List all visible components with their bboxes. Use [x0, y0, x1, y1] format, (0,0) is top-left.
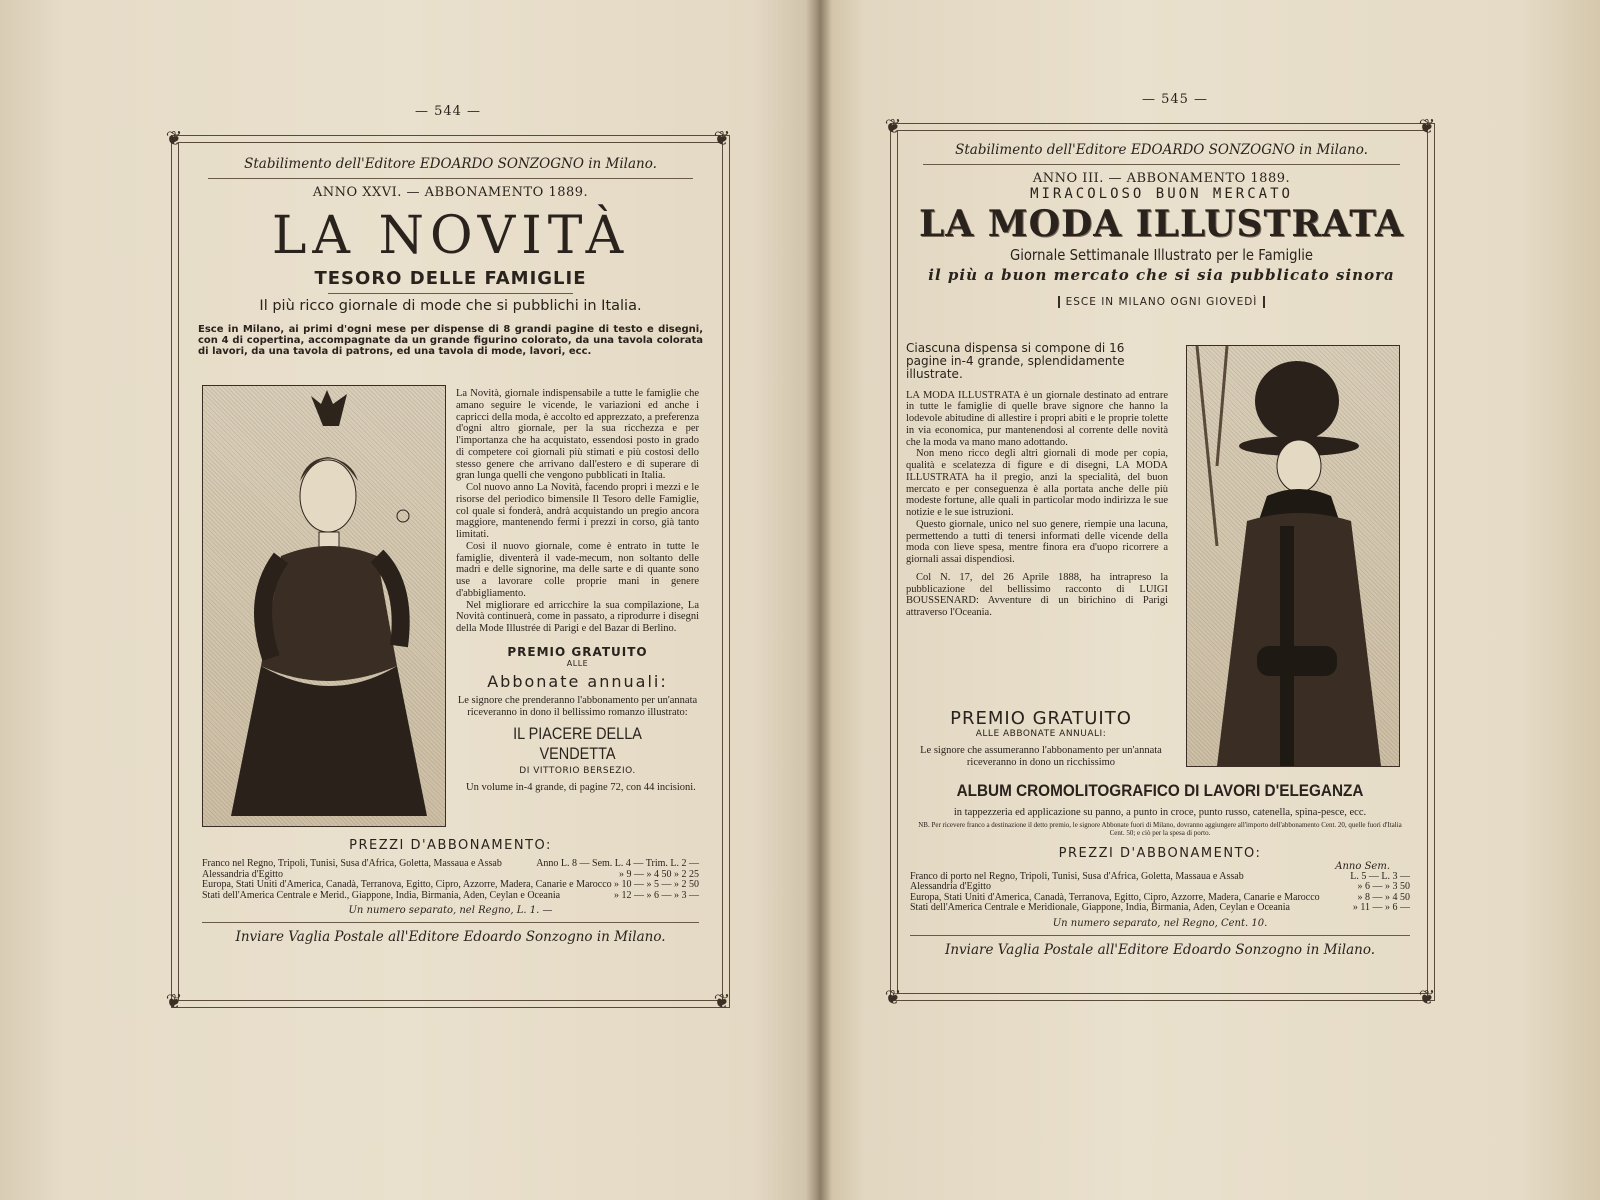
masthead-subtitle: TESORO DELLE FAMIGLIE [314, 268, 587, 289]
body-paragraph: Questo giornale, unico nel suo genere, riempie una lacuna, permettendo a tutti di tenersi informati delle vicende della moda con lieve spesa, mentre finora era d'uopo ricorrere a giornali assai dispendiosi. [906, 518, 1168, 566]
right-page [818, 0, 1600, 1200]
prezzi-title: PREZZI D'ABBONAMENTO: [349, 838, 552, 853]
price-row: Alessandria d'Egitto » 9 — » 4 50 » 2 25 [202, 868, 699, 880]
premio-title: PREMIO GRATUITO [950, 708, 1132, 729]
anno-line: ANNO XXVI. — ABBONAMENTO 1889. [312, 185, 589, 200]
divider [910, 935, 1410, 936]
footer-line: Inviare Vaglia Postale all'Editore Edoardo Sonzogno in Milano. [944, 941, 1376, 958]
premio-text: Le signore che prenderanno l'abbonamento per un'annata riceveranno in dono il bellissimo romanzo illustrato: [457, 694, 698, 718]
premio-abbonate: Abbonate annuali: [487, 671, 668, 691]
publisher-line: Stabilimento dell'Editore EDOARDO SONZOGNO in Milano. [955, 142, 1368, 158]
price-row: Alessandria d'Egitto » 6 — » 3 50 [910, 881, 1410, 893]
prezzi-header: Anno Sem. [1335, 860, 1390, 872]
anno-line: ANNO III. — ABBONAMENTO 1889. [1032, 171, 1291, 186]
dispensa-line: Ciascuna dispensa si compone di 16 pagine in-4 grande, splendidamente illustrate. [906, 341, 1125, 382]
page-number-left: — 544 — [414, 104, 482, 119]
premio-text: Le signore che assumeranno l'abbonamento per un'annata riceveranno in dono un ricchissimo [920, 745, 1162, 768]
body-paragraph: Nel migliorare ed arricchire la sua compilazione, La Novità continuerà, come in passato, a riprodurre i disegni della Mode Illustrée di Parigi e del Bazar di Berlino. [456, 599, 699, 634]
corner-ornament-icon: ❦ [713, 126, 731, 150]
nb-note: NB. Per ricevere franco a destinazione il detto premio, le signore Abbonate fuori di Milano, dovranno aggiungere all'importo dell'abbonamento Cent. 20, quelle fuori d'Italia Cent. 50; e ciò per la spesa di porto. [918, 821, 1402, 838]
body-paragraph: Così il nuovo giornale, come è entrato in tutte le famiglie, diventerà il vade-mecum, non soltanto delle madri e delle signorine, ma delle sarte e di quante sono use a lavorare colle proprie mani in genere d'abbigliamento. [456, 540, 699, 599]
giornale-line: Giornale Settimanale Illustrato per le Famiglie [1009, 246, 1314, 264]
intro-paragraph: Esce in Milano, ai primi d'ogni mese per dispense di 8 grandi pagine di testo e disegni, con 4 di copertina, accompagnate da un grande figurino colorato, da una tavola colorata di lavori, da una tavola di patrons, ed una tavola di mode, lavori, ecc. [198, 324, 703, 358]
corner-ornament-icon: ❦ [165, 989, 183, 1013]
body-paragraph: Non meno ricco degli altri giornali di mode per copia, qualità e scelatezza di figure e di disegni, LA MODA ILLUSTRATA ha il pregio, anzi la specialità, del buon mercato e per conseguenza è alla portata anche delle più modeste fortune, alle quali in particolar modo indirizza le sue notizie e le sue istruzioni. [906, 448, 1168, 519]
book-gutter [806, 0, 832, 1200]
corner-ornament-icon: ❦ [713, 989, 731, 1013]
price-row: Franco nel Regno, Tripoli, Tunisi, Susa d'Africa, Goletta, Massaua e Assab Anno L. 8 — Sem. L. 4 — Trim. L. 2 — [202, 858, 699, 869]
album-description: in tappezzeria ed applicazione su panno, a punto in croce, punto russo, catenella, spina-pesce, ecc. [953, 806, 1367, 818]
prezzi-left [202, 838, 699, 945]
romanzo-author: DI VITTORIO BERSEZIO. [519, 766, 636, 777]
divider [208, 178, 693, 179]
footer-line: Inviare Vaglia Postale all'Editore Edoardo Sonzogno in Milano. [235, 929, 666, 945]
la-moda-ad [913, 142, 1410, 309]
corner-ornament-icon: ❦ [1418, 114, 1436, 138]
corner-ornament-icon: ❦ [884, 114, 902, 138]
divider [202, 922, 699, 923]
price-row: Stati dell'America Centrale e Meridionale, Giappone, India, Birmania, Aden, Ceylan e Oceania » 11 — » 6 — [910, 902, 1410, 914]
corner-ornament-icon: ❦ [1418, 985, 1436, 1009]
volume-info: Un volume in-4 grande, di pagine 72, con 44 incisioni. [466, 782, 696, 794]
tagline: Il più ricco giornale di mode che si pubblichi in Italia. [259, 298, 642, 314]
premio-alle: ALLE ABBONATE ANNUALI: [975, 729, 1107, 739]
price-row: Franco di porto nel Regno, Tripoli, Tunisi, Susa d'Africa, Goletta, Massaua e Assab L. 5 — L. 3 — [910, 870, 1410, 882]
divider [923, 164, 1400, 165]
esce-box: ESCE IN MILANO OGNI GIOVEDÌ [1058, 296, 1266, 308]
fashion-engraving-woman-with-lorgnette [202, 385, 446, 827]
divider [328, 293, 573, 294]
publisher-line: Stabilimento dell'Editore EDOARDO SONZOGNO in Milano. [244, 156, 657, 172]
numero-separato: Un numero separato, nel Regno, L. 1. — [348, 905, 553, 916]
la-novita-body [456, 388, 699, 794]
body-paragraph: Col nuovo anno La Novità, facendo propri i mezzi e le risorse del periodico bimensile Il Tesoro delle Famiglie, col quale si fonderà, andrà acquistando un pregio ancora maggiore, mantenendo fermi i prezzi in corso, già tanto limitati. [456, 482, 699, 540]
premio-alle: ALLE [566, 658, 589, 668]
price-row: Europa, Stati Uniti d'America, Canadà, Terranova, Egitto, Cipro, Azzorre, Madera, Canarie e Marocco » 10 — » 5 — » 2 50 [202, 879, 699, 890]
prezzi-title: PREZZI D'ABBONAMENTO: [1058, 845, 1262, 861]
masthead-title: LA MODA ILLUSTRATA [919, 203, 1404, 245]
tagline: il più a buon mercato che si sia pubblicato sinora [928, 266, 1395, 284]
body-paragraph: LA MODA ILLUSTRATA è un giornale destinato ad entrare in tutte le famiglie di quelle brave signore che hanno la lodevole abitudine di allestire i propri abiti e le proprie tolette in via economica, pur mantenendosi al corrente delle novità che la moda va mano mano adottando. [906, 389, 1168, 448]
price-row: Europa, Stati Uniti d'America, Canadà, Terranova, Egitto, Cipro, Azzorre, Madera, Canarie e Marocco » 8 — » 4 50 [910, 891, 1410, 903]
album-title: ALBUM CROMOLITOGRAFICO DI LAVORI D'ELEGANZA [956, 780, 1364, 800]
corner-ornament-icon: ❦ [165, 126, 183, 150]
price-row: Stati dell'America Centrale e Merid., Giappone, India, Birmania, Aden, Ceylan e Oceania » 12 — » 6 — » 3 — [202, 889, 699, 901]
page-number-right: — 545 — [1141, 92, 1209, 107]
la-moda-body [906, 342, 1168, 619]
numero-separato: Un numero separato, nel Regno, Cent. 10. [1052, 917, 1268, 929]
corner-ornament-icon: ❦ [884, 985, 902, 1009]
premio-title: PREMIO GRATUITO [507, 644, 648, 659]
body-paragraph: Col N. 17, del 26 Aprile 1888, ha intrapreso la pubblicazione del bellissimo racconto di LUIGI BOUSSENARD: Avventure di un birichino di Parigi attraverso l'Oceania. [906, 571, 1168, 619]
miracoloso-line: MIRACOLOSO BUON MERCATO [1030, 186, 1293, 202]
romanzo-title: IL PIACERE DELLA VENDETTA [513, 724, 642, 764]
premio-right [910, 708, 1410, 958]
fashion-engraving-woman-in-fur-coat [1186, 345, 1400, 767]
body-paragraph: La Novità, giornale indispensabile a tutte le famiglie che amano seguire le vicende, le variazioni ed anche i capricci della moda, è accolto ed apprezzato, a preferenza d'ogni altro giornale, per la sua ricchezza e per l'importanza che ha acquistato, essendosi posto in grado di competere coi giornali più stimati e più costosi dello stesso genere che arrivano dall'estero e di superare di gran lunga quelli che vengono pubblicati in Italia. [456, 388, 699, 482]
la-novita-ad [198, 156, 703, 358]
masthead-title: LA NOVITÀ [271, 206, 630, 266]
